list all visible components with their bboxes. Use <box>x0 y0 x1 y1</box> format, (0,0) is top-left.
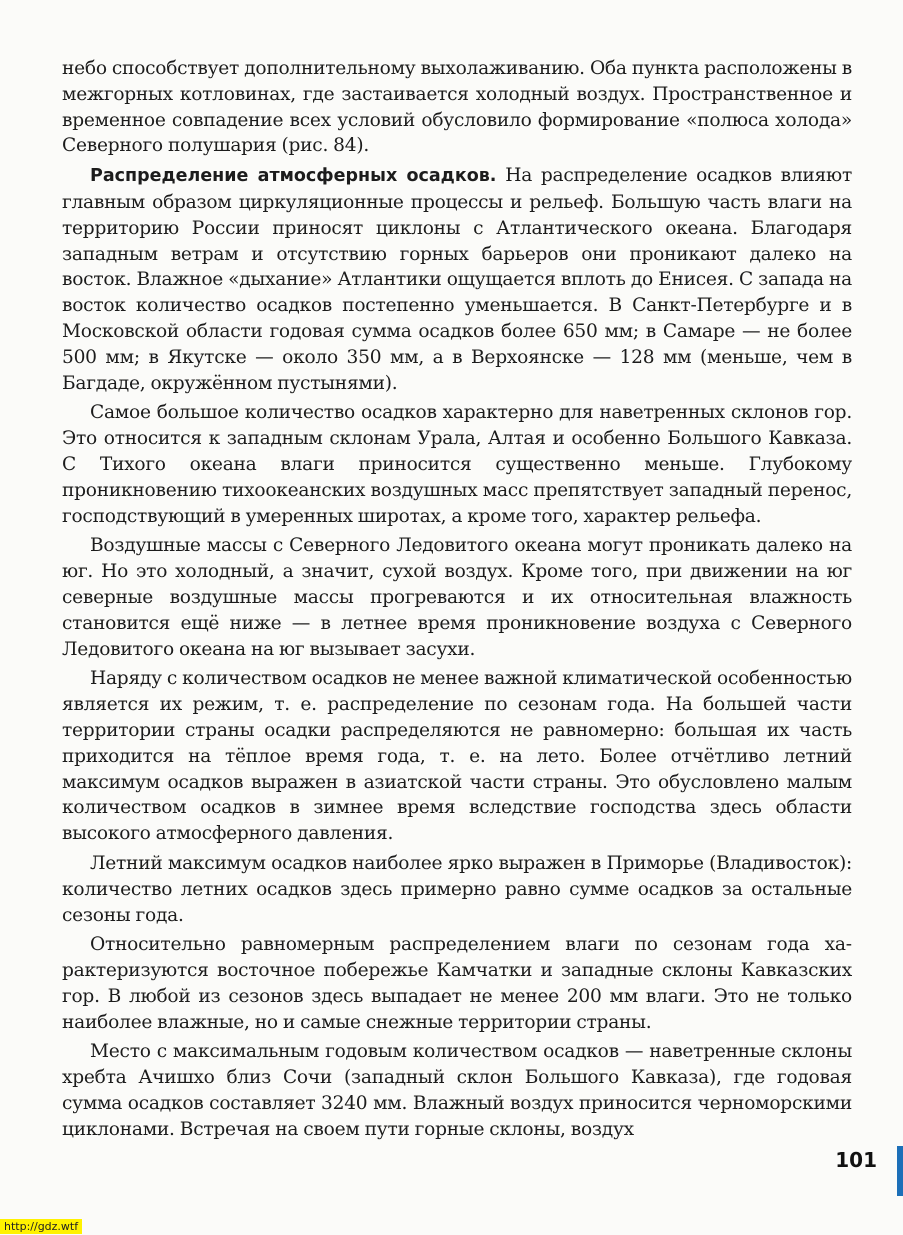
section-heading: Распределение атмосферных осадков. <box>90 166 497 187</box>
paragraph-4: Воздушные массы с Северного Ледовитого океана могут проникать далеко на юг. Но это холодный, а значит, сухой воздух. Кроме того, при движении на юг северные воздушные массы прогреваются и их относительная влажность становится ещё ниже — в летнее время проникновение воздуха с Северного Ледовитого океана на юг вызывает засухи. <box>62 535 852 660</box>
watermark-link[interactable]: http://gdz.wtf <box>0 1219 82 1234</box>
paragraph-2-text: На распределение осадков влияют главным образом циркуляционные процессы и рельеф. Большую часть влаги на территорию России приносят циклоны с Атлантического океана. Благодаря западным ветрам и отсутствию горных барьеров они проникают далеко на восток. Влажное «дыхание» Атлантики ощущается вплоть до Енисея. С запада на восток количество осадков постепенно уменьшается. В Санкт-Петербурге и в Московской области годовая сумма осадков более 650 мм; в Самаре — не более 500 мм; в Якутске — около 350 мм, а в Верхоянске — 128 мм (меньше, чем в Багдаде, окружённом пустынями). <box>62 165 853 394</box>
paragraph-7: Относительно равномерным распределением влаги по сезонам года характеризуются восточное побережье Камчатки и западные склоны Кавказских гор. В любой из сезонов здесь выпадает не менее 200 мм влаги. Это не только наиболее влажные, но и самые снежные территории страны. <box>62 934 852 1033</box>
paragraph-5: Наряду с количеством осадков не менее важной климатической особенностью является их режим, т. е. распределение по сезонам года. На большей части территории страны осадки распределяются не равномерно: большая их часть приходится на тёплое время года, т. е. на лето. Более отчётливо летний максимум осадков выражен в азиатской части страны. Это обусловлено малым количеством осадков в зимнее время вследствие господства здесь области высокого атмосферного давления. <box>62 668 852 845</box>
page-edge-marker <box>897 1146 903 1196</box>
paragraph-3: Самое большое количество осадков характерно для наветренных склонов гор. Это относится к западным склонам Урала, Алтая и особенно Большого Кавказа. С Тихого океана влаги приносится существенно меньше. Глубокому проникновению тихоокеанских воздушных масс препятствует западный перенос, господствующий в умеренных широтах, а кроме того, характер рельефа. <box>62 402 852 527</box>
paragraph-1: небо способствует дополнительному выхолаживанию. Оба пункта расположены в межгорных котловинах, где застаивается холодный воздух. Пространственное и временное совпадение всех условий обусловило формирование «полюса холода» Северного полушария (рис. 84). <box>62 58 852 157</box>
paragraph-8: Место с максимальным годовым количеством осадков — наветренные склоны хребта Ачишхо близ Сочи (западный склон Большого Кавказа), где годовая сумма осадков составляет 3240 мм. Влажный воздух приносится черноморскими циклонами. Встречая на своем пути горные склоны, воздух <box>62 1041 852 1140</box>
page-body <box>62 56 852 1147</box>
page-number: 101 <box>835 1148 877 1172</box>
paragraph-6: Летний максимум осадков наиболее ярко выражен в Приморье (Владивосток): количество летних осадков здесь примерно равно сумме осадков за остальные сезоны года. <box>62 852 852 926</box>
paragraph-2 <box>62 163 852 396</box>
